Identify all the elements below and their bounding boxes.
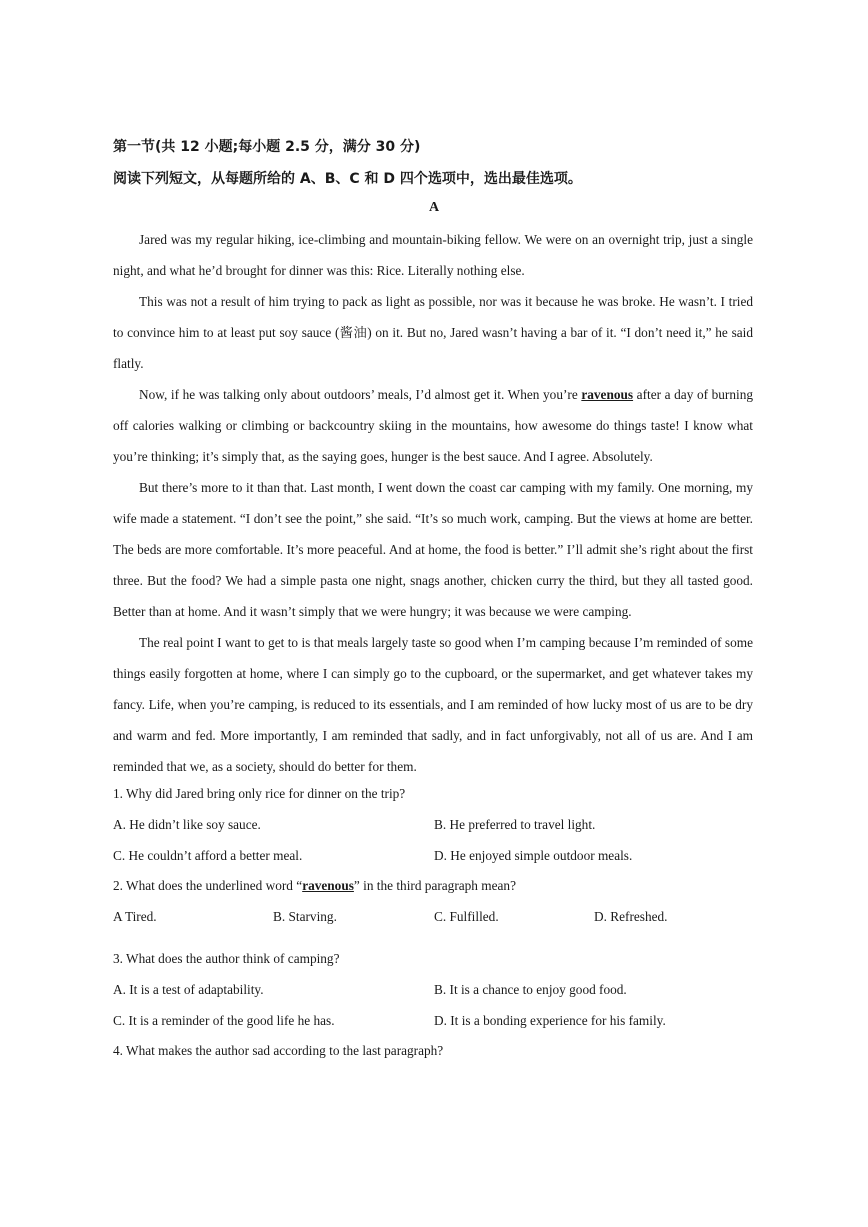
passage-letter: A xyxy=(428,200,440,215)
question-3-stem: 3. What does the author think of camping? xyxy=(113,951,340,966)
question-2-option-d: D. Refreshed. xyxy=(594,909,668,924)
question-1-option-b: B. He preferred to travel light. xyxy=(434,817,596,832)
underlined-word: ravenous xyxy=(581,387,634,402)
passage-body xyxy=(113,224,753,782)
question-1-option-d: D. He enjoyed simple outdoor meals. xyxy=(434,848,633,863)
question-2-stem-after: ” in the third paragraph mean? xyxy=(353,878,516,893)
paragraph-4: But there’s more to it than that. Last month, I went down the coast car camping with my family. One morning, my wife made a statement. “I don’t see the point,” she said. “It’s so much work, camping. But the views at home are better. The beds are more comfortable. It’s more peaceful. And at home, the food is better.” I’ll admit she’s right about the first three. But the food? We had a simple pasta one night, snags another, chicken curry the third, but they all tasted good. Better than at home. And it wasn’t simply that we were hungry; it was because we were camping. xyxy=(113,480,753,619)
question-2-stem xyxy=(113,878,516,894)
question-1-stem: 1. Why did Jared bring only rice for dinner on the trip? xyxy=(113,786,406,801)
paragraph-2: This was not a result of him trying to pack as light as possible, nor was it because he was broke. He wasn’t. I tried to convince him to at least put soy sauce (酱油) on it. But no, Jared wasn’t having a bar of it. “I don’t need it,” he said flatly. xyxy=(113,294,753,371)
question-3-option-d: D. It is a bonding experience for his family. xyxy=(434,1013,666,1028)
section-instruction: 阅读下列短文，从每题所给的 A、B、C 和 D 四个选项中，选出最佳选项。 xyxy=(113,171,582,187)
paragraph-1: Jared was my regular hiking, ice-climbing and mountain-biking fellow. We were on an overnight trip, just a single night, and what he’d brought for dinner was this: Rice. Literally nothing else. xyxy=(113,232,753,278)
question-1-option-a: A. He didn’t like soy sauce. xyxy=(113,817,261,832)
question-2-stem-before: 2. What does the underlined word “ xyxy=(113,878,303,893)
question-2-option-a: A Tired. xyxy=(113,909,157,924)
paragraph-3-text-before: Now, if he was talking only about outdoors’ meals, I’d almost get it. When you’re xyxy=(139,387,582,402)
paragraph-3-text-after: after a day of burning off calories walking or climbing or backcountry skiing in the mountains, how awesome do things taste! I know what you’re thinking; it’s simply that, as the saying goes, hunger is the best sauce. And I agree. Absolutely. xyxy=(113,387,753,464)
paragraph-3 xyxy=(113,379,753,472)
question-1-option-c: C. He couldn’t afford a better meal. xyxy=(113,848,303,863)
question-3-option-a: A. It is a test of adaptability. xyxy=(113,982,264,997)
section-heading: 第一节(共 12 小题;每小题 2.5 分，满分 30 分) xyxy=(113,139,421,155)
question-4-stem: 4. What makes the author sad according to the last paragraph? xyxy=(113,1043,444,1058)
question-2-option-c: C. Fulfilled. xyxy=(434,909,499,924)
question-2-option-b: B. Starving. xyxy=(273,909,337,924)
question-3-option-b: B. It is a chance to enjoy good food. xyxy=(434,982,627,997)
question-2-underlined-word: ravenous xyxy=(302,878,354,893)
paragraph-5: The real point I want to get to is that meals largely taste so good when I’m camping because I’m reminded of some things easily forgotten at home, where I can simply go to the cupboard, or the supermarket, and get whatever takes my fancy. Life, when you’re camping, is reduced to its essentials, and I am reminded of how lucky most of us are to be dry and warm and fed. More importantly, I am reminded that sadly, and in fact unforgivably, not all of us are. And I am reminded that we, as a society, should do better for them. xyxy=(113,635,753,774)
question-3-option-c: C. It is a reminder of the good life he has. xyxy=(113,1013,335,1028)
